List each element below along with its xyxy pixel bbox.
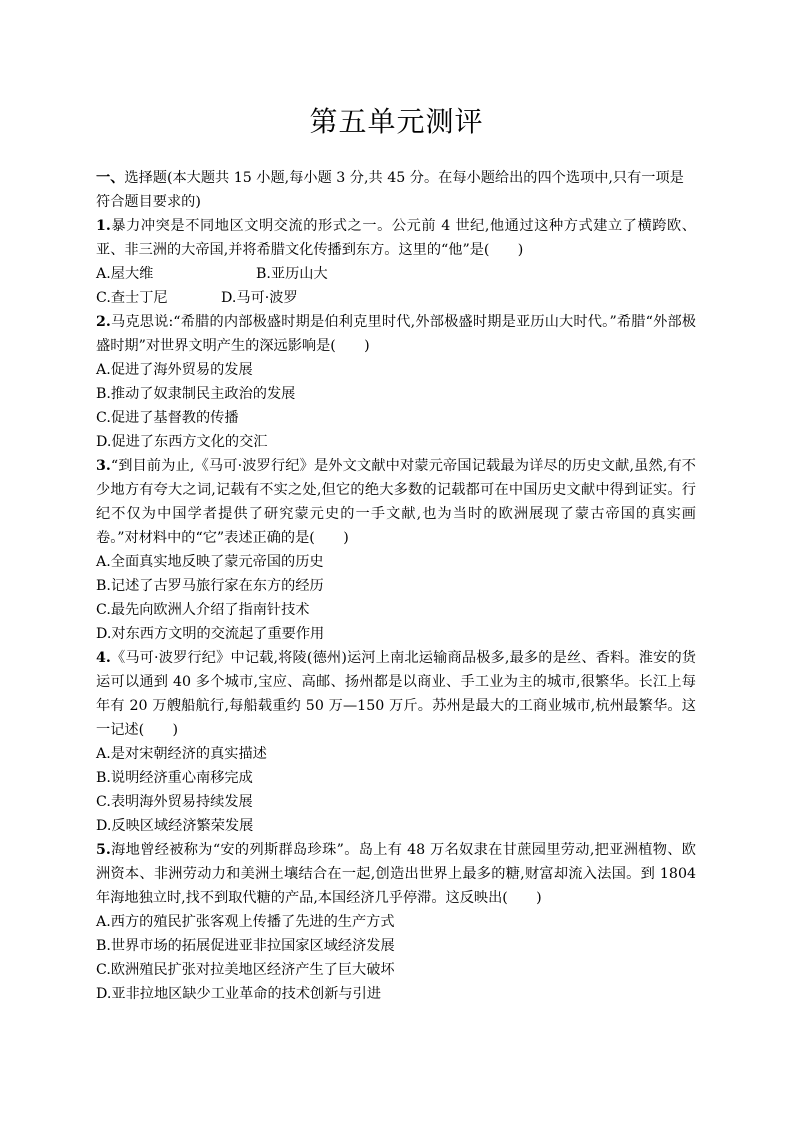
option-row: [96, 262, 696, 286]
question-stem: [96, 838, 696, 910]
question-1: [96, 214, 696, 310]
option-c: C.欧洲殖民扩张对拉美地区经济产生了巨大破坏: [96, 962, 395, 978]
option-a: A.全面真实地反映了蒙元帝国的历史: [96, 554, 324, 570]
question-stem: [96, 646, 696, 742]
question-number: 1.: [96, 218, 111, 234]
option-row: [96, 286, 696, 310]
page-title: 第五单元测评: [309, 105, 484, 138]
option-b: B.记述了古罗马旅行家在东方的经历: [96, 578, 324, 594]
section-heading: [96, 166, 696, 214]
option-c: C.促进了基督教的传播: [96, 410, 239, 426]
question-text: 暴力冲突是不同地区文明交流的形式之一。公元前 4 世纪,他通过这种方式建立了横跨欧、亚、非三洲的大帝国,并将希腊文化传播到东方。这里的“他”是( ): [96, 218, 696, 258]
option-d: D.亚非拉地区缺少工业革命的技术创新与引进: [96, 986, 381, 1002]
question-text: 《马可·波罗行纪》中记载,将陵(德州)运河上南北运输商品极多,最多的是丝、香料。淮安的货运可以通到 40 多个城市,宝应、高邮、扬州都是以商业、手工业为主的城市,很繁华。长江上每年有 20 万艘船航行,每船载重约 50 万—150 万斤。苏州是最大的工商业城市,杭州最繁华。这一记述( ): [96, 650, 696, 738]
option-b: B.世界市场的拓展促进亚非拉国家区域经济发展: [96, 938, 395, 954]
exam-content: [96, 166, 696, 1006]
section-instructions: 选择题(本大题共 15 小题,每小题 3 分,共 45 分。在每小题给出的四个选项中,只有一项是符合题目要求的): [96, 170, 684, 210]
option-a: A.是对宋朝经济的真实描述: [96, 746, 267, 762]
question-4: [96, 646, 696, 838]
option-b: B.亚历山大: [256, 266, 328, 282]
question-3: [96, 454, 696, 646]
question-2: [96, 310, 696, 454]
question-text: 马克思说:“希腊的内部极盛时期是伯利克里时代,外部极盛时期是亚历山大时代。”希腊“外部极盛时期”对世界文明产生的深远影响是( ): [96, 314, 696, 354]
question-stem: [96, 454, 696, 550]
question-number: 2.: [96, 314, 111, 330]
question-5: [96, 838, 696, 1006]
option-d: D.对东西方文明的交流起了重要作用: [96, 626, 325, 642]
question-number: 4.: [96, 650, 111, 666]
question-number: 5.: [96, 842, 111, 858]
question-text: “到目前为止,《马可·波罗行纪》是外文文献中对蒙元帝国记载最为详尽的历史文献,虽然,有不少地方有夸大之词,记载有不实之处,但它的绝大多数的记载都可在中国历史文献中得到证实。行纪不仅为中国学者提供了研究蒙元史的一手文献,也为当时的欧洲展现了蒙古帝国的真实画卷。”对材料中的“它”表述正确的是( ): [96, 458, 696, 546]
question-stem: [96, 310, 696, 358]
section-number: 一、: [96, 170, 125, 186]
option-c: C.查士丁尼: [96, 290, 168, 306]
option-b: B.推动了奴隶制民主政治的发展: [96, 386, 296, 402]
option-c: C.表明海外贸易持续发展: [96, 794, 253, 810]
option-d: D.马可·波罗: [221, 290, 298, 306]
question-text: 海地曾经被称为“安的列斯群岛珍珠”。岛上有 48 万名奴隶在甘蔗园里劳动,把亚洲植物、欧洲资本、非洲劳动力和美洲土壤结合在一起,创造出世界上最多的糖,财富却流入法国。到 1804 年海地独立时,找不到取代糖的产品,本国经济几乎停滞。这反映出( ): [96, 842, 696, 906]
option-a: A.屋大维: [96, 266, 154, 282]
option-d: D.反映区域经济繁荣发展: [96, 818, 254, 834]
question-stem: [96, 214, 696, 262]
option-b: B.说明经济重心南移完成: [96, 770, 253, 786]
option-a: A.西方的殖民扩张客观上传播了先进的生产方式: [96, 914, 395, 930]
option-d: D.促进了东西方文化的交汇: [96, 434, 268, 450]
question-number: 3.: [96, 458, 111, 474]
option-c: C.最先向欧洲人介绍了指南针技术: [96, 602, 310, 618]
option-a: A.促进了海外贸易的发展: [96, 362, 253, 378]
